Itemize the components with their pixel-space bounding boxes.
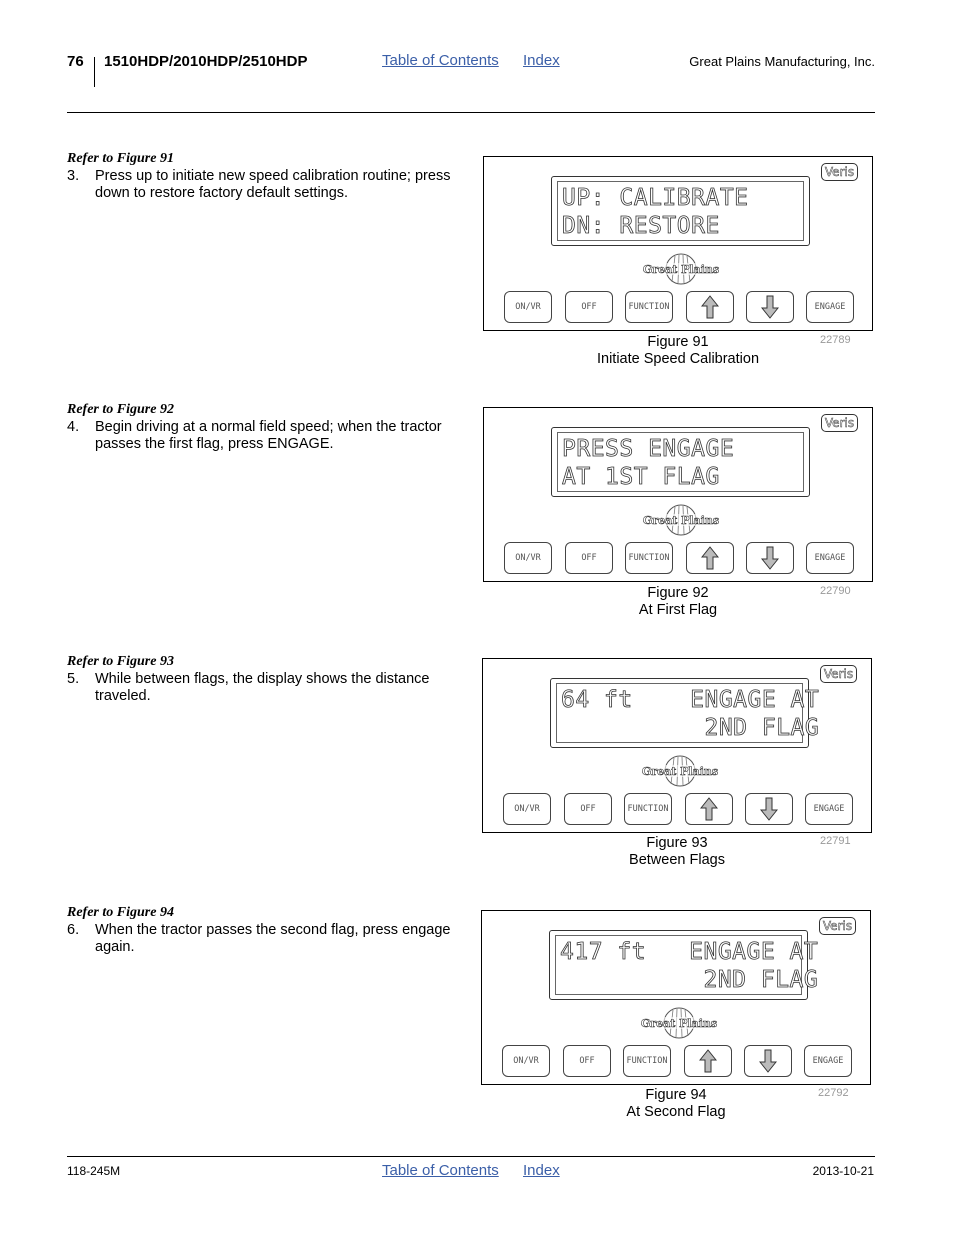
- figure-reference: Refer to Figure 94: [67, 905, 174, 920]
- function-button[interactable]: FUNCTION: [625, 542, 673, 574]
- footer-toc-link[interactable]: Table of Contents: [382, 1162, 499, 1179]
- up-arrow-icon: [701, 295, 719, 319]
- step-number: 5.: [67, 671, 80, 687]
- down-button[interactable]: [746, 542, 794, 574]
- step-text: While between flags, the display shows the distance traveled.: [95, 671, 430, 704]
- lcd-line-2: AT 1ST FLAG: [562, 464, 720, 490]
- down-arrow-icon: [759, 1049, 777, 1073]
- off-button[interactable]: OFF: [563, 1045, 611, 1077]
- lcd-line-1: 64 ft ENGAGE AT: [561, 687, 820, 713]
- lcd-line-2: DN: RESTORE: [562, 213, 720, 239]
- engage-button[interactable]: ENGAGE: [806, 291, 854, 323]
- step-text: When the tractor passes the second flag, press engage again.: [95, 922, 451, 955]
- step-6: [67, 904, 462, 956]
- veris-badge: Veris: [821, 414, 858, 432]
- step-4: [67, 401, 462, 453]
- step-text: Press up to initiate new speed calibration routine; press down to restore factory default settings.: [95, 168, 451, 201]
- document-date: 2013-10-21: [812, 1164, 874, 1178]
- figure-reference: Refer to Figure 92: [67, 402, 174, 417]
- figure-93-caption: [482, 835, 872, 869]
- up-button[interactable]: [686, 291, 734, 323]
- on-vr-button[interactable]: ON/VR: [504, 542, 552, 574]
- figure-label: Figure 92: [647, 585, 709, 601]
- figure-92-caption: [483, 585, 873, 619]
- figure-reference: Refer to Figure 93: [67, 654, 174, 669]
- step-number: 4.: [67, 419, 80, 435]
- lcd-display: [550, 678, 820, 748]
- lcd-display: [551, 176, 810, 246]
- figure-title: Initiate Speed Calibration: [596, 351, 760, 367]
- off-button[interactable]: OFF: [565, 291, 613, 323]
- svg-text:Great Plains: Great Plains: [640, 1017, 718, 1030]
- off-button[interactable]: OFF: [564, 793, 612, 825]
- great-plains-logo: [642, 502, 720, 538]
- veris-badge: Veris: [821, 163, 858, 181]
- figure-title: At Second Flag: [626, 1104, 726, 1120]
- figure-id: 22791: [820, 835, 851, 847]
- off-button[interactable]: OFF: [565, 542, 613, 574]
- up-arrow-icon: [700, 797, 718, 821]
- down-arrow-icon: [761, 546, 779, 570]
- figure-label: Figure 91: [647, 334, 709, 350]
- figure-id: 22789: [820, 334, 851, 346]
- step-text: Begin driving at a normal field speed; when the tractor passes the first flag, press ENGAGE.: [95, 419, 442, 452]
- figure-94-console: [481, 910, 871, 1085]
- figure-reference: Refer to Figure 91: [67, 151, 174, 166]
- document-code: 118-245M: [67, 1164, 121, 1178]
- lcd-line-1: PRESS ENGAGE: [562, 436, 735, 462]
- veris-badge: Veris: [820, 665, 857, 683]
- figure-91-console: [483, 156, 873, 331]
- engage-button[interactable]: ENGAGE: [804, 1045, 852, 1077]
- figure-id: 22792: [818, 1087, 849, 1099]
- header-toc-link[interactable]: Table of Contents: [382, 52, 499, 69]
- figure-id: 22790: [820, 585, 851, 597]
- footer-index-link[interactable]: Index: [523, 1162, 560, 1179]
- down-arrow-icon: [761, 295, 779, 319]
- page-number: 76: [67, 53, 84, 70]
- lcd-line-1: 417 ft ENGAGE AT: [560, 939, 819, 965]
- great-plains-logo: [640, 1005, 718, 1041]
- function-button[interactable]: FUNCTION: [625, 291, 673, 323]
- function-button[interactable]: FUNCTION: [624, 793, 672, 825]
- engage-button[interactable]: ENGAGE: [805, 793, 853, 825]
- figure-label: Figure 93: [646, 835, 708, 851]
- footer-rule: [67, 1156, 875, 1157]
- up-button[interactable]: [686, 542, 734, 574]
- function-button[interactable]: FUNCTION: [623, 1045, 671, 1077]
- up-button[interactable]: [684, 1045, 732, 1077]
- down-button[interactable]: [746, 291, 794, 323]
- engage-button[interactable]: ENGAGE: [806, 542, 854, 574]
- figure-title: At First Flag: [638, 602, 718, 618]
- svg-text:Great Plains: Great Plains: [642, 514, 720, 527]
- company-name: Great Plains Manufacturing, Inc.: [689, 54, 875, 69]
- on-vr-button[interactable]: ON/VR: [502, 1045, 550, 1077]
- on-vr-button[interactable]: ON/VR: [503, 793, 551, 825]
- veris-badge: Veris: [819, 917, 856, 935]
- on-vr-button[interactable]: ON/VR: [504, 291, 552, 323]
- page-header: [0, 0, 954, 120]
- down-arrow-icon: [760, 797, 778, 821]
- step-number: 6.: [67, 922, 80, 938]
- great-plains-logo: [642, 251, 720, 287]
- svg-text:Great Plains: Great Plains: [642, 263, 720, 276]
- lcd-line-2: 2ND FLAG: [561, 715, 820, 741]
- lcd-line-2: 2ND FLAG: [560, 967, 819, 993]
- lcd-display: [549, 930, 819, 1000]
- step-5: [67, 653, 462, 705]
- step-number: 3.: [67, 168, 80, 184]
- down-button[interactable]: [744, 1045, 792, 1077]
- down-button[interactable]: [745, 793, 793, 825]
- up-arrow-icon: [701, 546, 719, 570]
- svg-text:Great Plains: Great Plains: [641, 765, 719, 778]
- header-rule: [67, 112, 875, 113]
- figure-92-console: [483, 407, 873, 582]
- up-arrow-icon: [699, 1049, 717, 1073]
- great-plains-logo: [641, 753, 719, 789]
- model-title: 1510HDP/2010HDP/2510HDP: [104, 53, 308, 70]
- lcd-display: [551, 427, 810, 497]
- up-button[interactable]: [685, 793, 733, 825]
- header-index-link[interactable]: Index: [523, 52, 560, 69]
- figure-label: Figure 94: [645, 1087, 707, 1103]
- figure-93-console: [482, 658, 872, 833]
- figure-title: Between Flags: [629, 852, 725, 868]
- step-3: [67, 150, 462, 202]
- figure-91-caption: [483, 334, 873, 368]
- header-divider: [94, 57, 95, 87]
- lcd-line-1: UP: CALIBRATE: [562, 185, 749, 211]
- figure-94-caption: [481, 1087, 871, 1121]
